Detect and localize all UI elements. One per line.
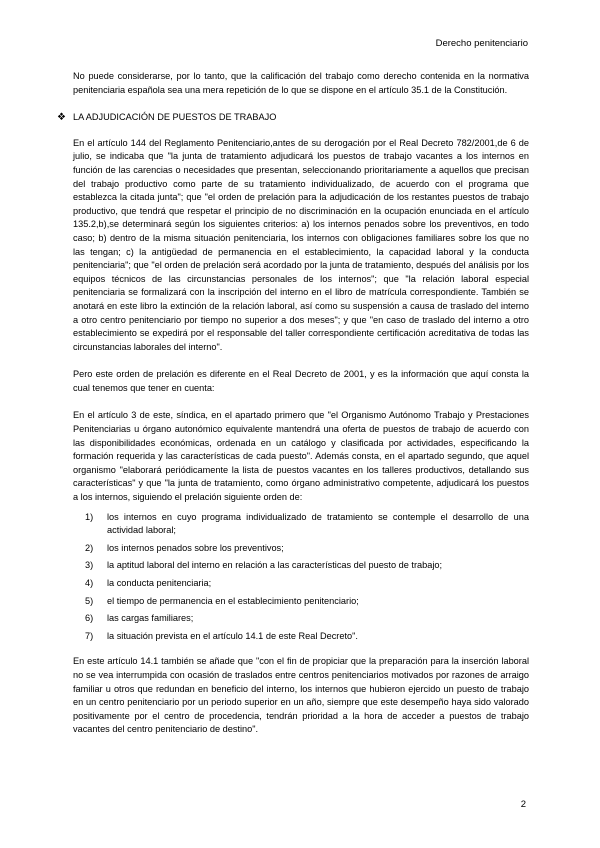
list-item-text: la conducta penitenciaria;: [107, 578, 212, 588]
list-item-number: 5): [85, 595, 94, 606]
list-item: [73, 542, 529, 556]
paragraph-article-14-1: En este artículo 14.1 también se añade que "con el fin de propiciar que la preparación para la inserción laboral no se vea interrumpida con ocasión de traslados entre centros penitenciarios motivados por razones de arraigo familiar u otros que redundan en beneficio del interno, los internos que hubieron ejercido un puesto de trabajo en un centro penitenciario por un periodo superior en un año, siempre que este desempeño haya sido valorado positivamente por el centro de procedencia, tendrán prioridad a la hora de acceder a puestos de trabajo vacantes del centro penitenciario de destino".: [73, 656, 529, 735]
list-item-text: la situación prevista en el artículo 14.1 de este Real Decreto".: [107, 630, 358, 641]
paragraph-real-decreto: Pero este orden de prelación es diferente en el Real Decreto de 2001, y es la información que aquí consta la cual tenemos que tener en cuenta:: [73, 369, 529, 393]
paragraph-article-3: En el artículo 3 de este, síndica, en el apartado primero que "el Organismo Autónomo Trabajo y Prestaciones Penitenciarias u órgano autonómico equivalente mantendrá una oferta de puestos de trabajo de acuerdo con las disponibilidades económicas, ordenada en un catálogo y clasificada por actividades, especificando la formación requerida y las características de cada puesto". Además consta, en el apartado segundo, que aquel organismo "elaborará periódicamente la lista de puestos vacantes en los talleres productivos, detallando sus características" y que "la junta de tratamiento, como órgano administrativo competente, adjudicará los puestos a los internos, siguiendo el prelación siguiente orden de:: [73, 410, 529, 503]
list-item-text: los internos penados sobre los preventivos;: [107, 542, 284, 553]
list-item: [73, 559, 529, 573]
list-item: [73, 612, 529, 626]
list-item-text: el tiempo de permanencia en el establecimiento penitenciario;: [107, 595, 359, 606]
list-item-number: 7): [85, 630, 94, 641]
section-title: LA ADJUDICACIÓN DE PUESTOS DE TRABAJO: [73, 112, 277, 123]
paragraph-intro: No puede considerarse, por lo tanto, que la calificación del trabajo como derecho contenida en la normativa penitenciaria española sea una mera repetición de lo que se dispone en el artículo 35.1 de la Constitución.: [73, 71, 529, 95]
list-item: [73, 577, 529, 591]
page-number: 2: [520, 799, 526, 810]
document-body: [57, 70, 529, 751]
list-item-text: los internos en cuyo programa individualizado de tratamiento se contemple el desarrollo de una actividad laboral;: [107, 511, 529, 536]
list-item-number: 1): [85, 511, 94, 522]
section-heading: [57, 111, 529, 125]
list-item-number: 3): [85, 560, 94, 571]
list-item: [73, 595, 529, 609]
diamond-bullet-icon: ❖: [57, 112, 66, 124]
paragraph-article-144: En el artículo 144 del Reglamento Penitenciario,antes de su derogación por el Real Decreto 782/2001,de 6 de julio, se indicaba que "la junta de tratamiento adjudicará los puestos de trabajo vacantes a los internos en función de las carencias o necesidades que presentan, seleccionando prioritariamente a aquellos que precisan del trabajo productivo como parte de su tratamiento individualizado, de acuerdo con el programa que establezca la citada junta"; que "el orden de prelación para la adjudicación de los restantes puestos de trabajo productivo, que tendrá que respetar el principio de no discriminación en la ocupación enunciada en el artículo 135.2,b),se determinará según los siguientes criterios: a) los internos penados sobre los preventivos, en todo caso; b) dentro de la misma situación penitenciaria, los internos con obligaciones familiares sobre los que no las tengan; c) la antigüedad de permanencia en el establecimiento, la capacidad laboral y la conducta penitenciaria"; que "el orden de prelación será acordado por la junta de tratamiento, después del análisis por los equipos técnicos de las circunstancias personales de los internos"; que "la relación laboral especial penitenciaria se formalizará con la inscripción del interno en el libro de matrícula correspondiente. También se anotará en este libro la extinción de la relación laboral, así como su suspensión a causa de traslado del interno a otro centro penitenciario por tiempo no superior a dos meses"; y que "en caso de traslado del interno a otro establecimiento se expedirá por el responsable del taller correspondiente certificación acreditativa de todas las circunstancias laborales del interno".: [73, 137, 529, 352]
list-item: [73, 511, 529, 538]
list-item-number: 2): [85, 542, 94, 553]
priority-list: [73, 511, 529, 644]
list-item-text: las cargas familiares;: [107, 613, 194, 624]
list-item-number: 4): [85, 578, 94, 588]
running-header: Derecho penitenciario: [435, 38, 528, 49]
list-item-text: la aptitud laboral del interno en relación a las características del puesto de trabajo;: [107, 560, 443, 571]
list-item: [73, 630, 529, 644]
list-item-number: 6): [85, 613, 94, 624]
